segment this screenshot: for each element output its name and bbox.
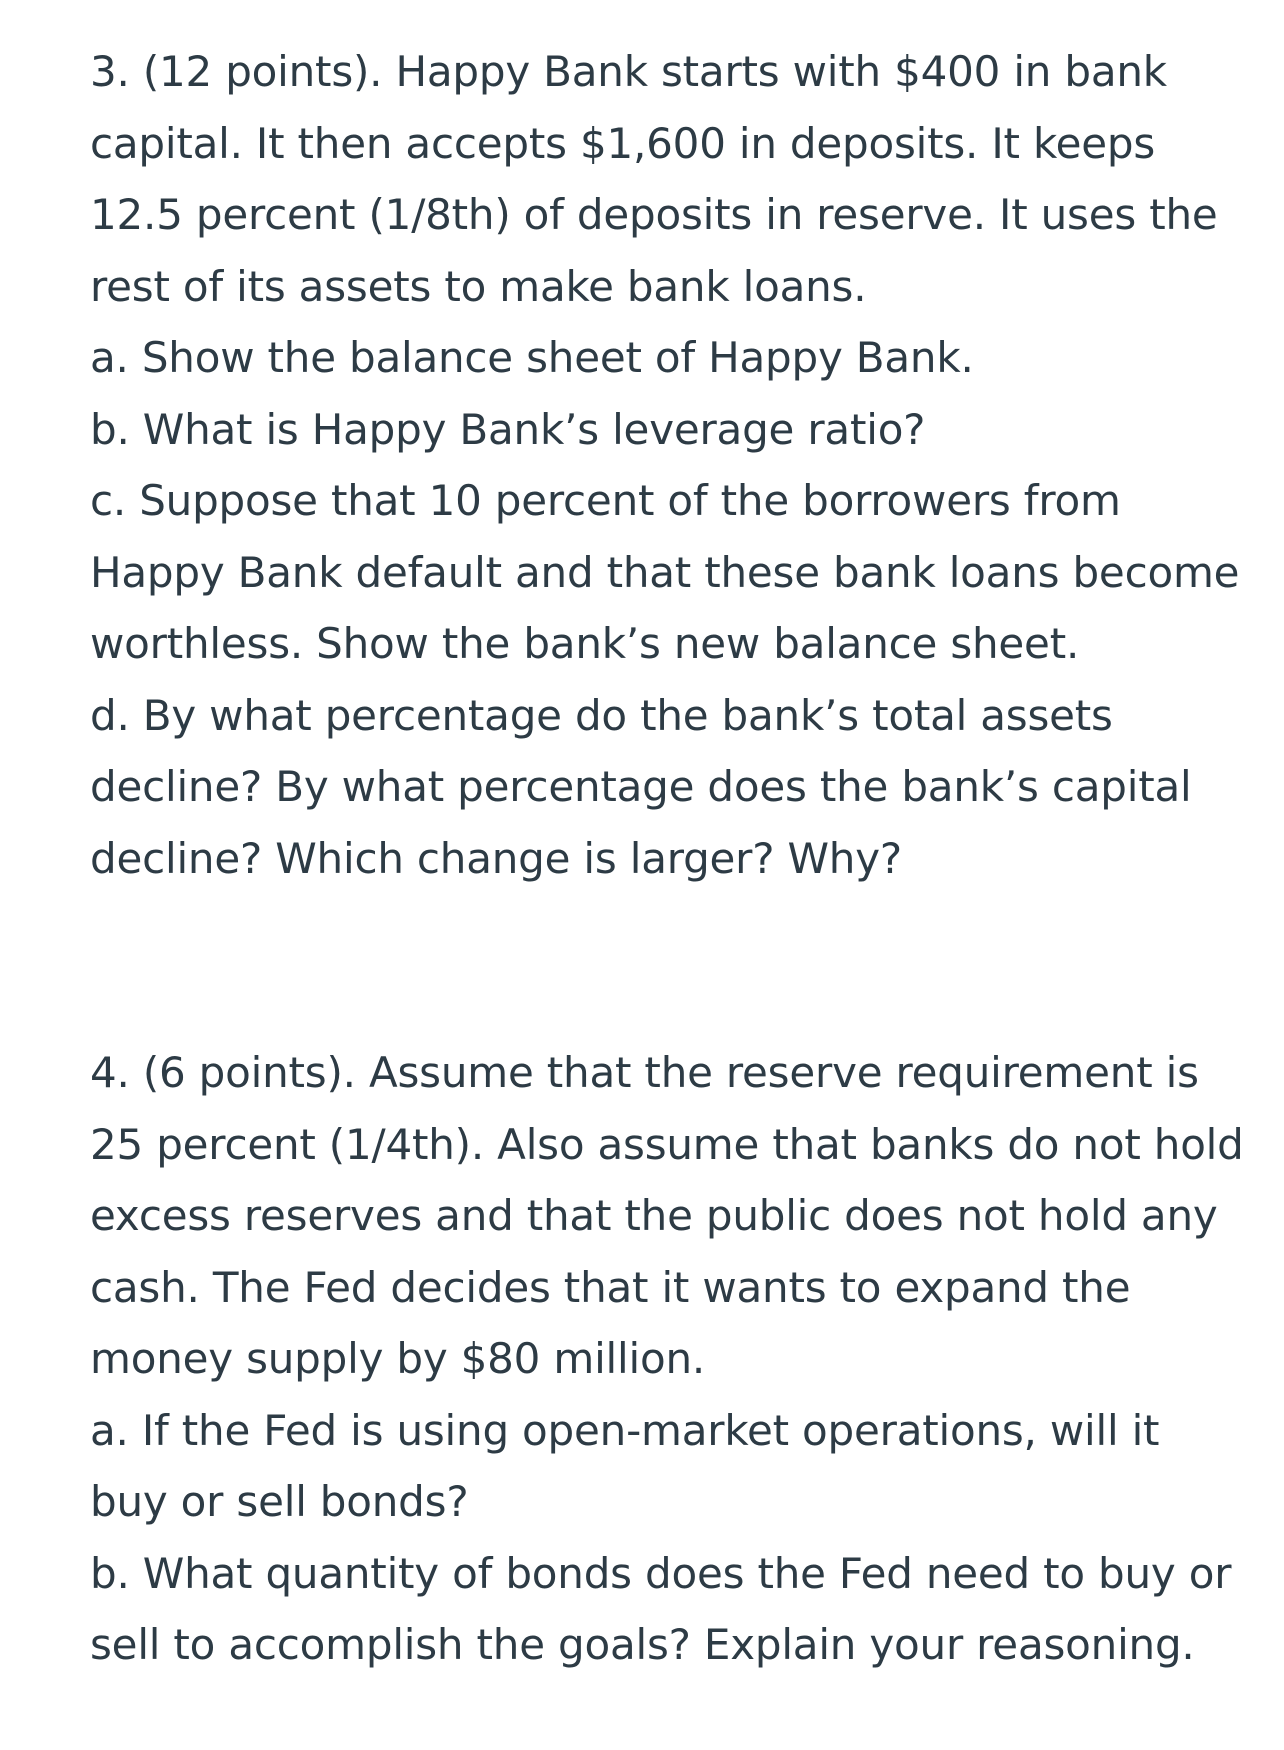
q3-part-d-line-1: d. By what percentage do the bank’s total assets	[90, 690, 1113, 740]
q4-line-4: cash. The Fed decides that it wants to expand the	[90, 1262, 1131, 1312]
q4-line-5: money supply by $80 million.	[90, 1334, 706, 1383]
q4-line-1-heading: 4. (6 points). Assume that the reserve requirement is	[90, 1048, 1199, 1097]
q3-line-1-heading: 3. (12 points). Happy Bank starts with $400 in bank	[90, 47, 1167, 96]
q3-line-3: 12.5 percent (1/8th) of deposits in reserve. It uses the	[90, 190, 1218, 239]
q3-part-c-line-3: worthless. Show the bank’s new balance sheet.	[90, 619, 1080, 668]
question-3	[90, 36, 1270, 894]
q4-part-b-line-2: sell to accomplish the goals? Explain your reasoning.	[90, 1620, 1195, 1669]
q4-part-b-line-1: b. What quantity of bonds does the Fed need to buy or	[90, 1548, 1232, 1598]
q3-part-a: a. Show the balance sheet of Happy Bank.	[90, 333, 974, 382]
q3-line-4: rest of its assets to make bank loans.	[90, 261, 867, 311]
q3-part-d-line-2: decline? By what percentage does the bank’s capital	[90, 762, 1192, 811]
question-4	[90, 1037, 1270, 1681]
q3-part-b: b. What is Happy Bank’s leverage ratio?	[90, 404, 926, 454]
q3-part-d-line-3: decline? Which change is larger? Why?	[90, 833, 902, 883]
q3-part-c-line-2: Happy Bank default and that these bank loans become	[90, 547, 1240, 597]
document-body	[90, 36, 1270, 1681]
q4-part-a-line-2: buy or sell bonds?	[90, 1477, 469, 1526]
q3-part-c-line-1: c. Suppose that 10 percent of the borrowers from	[90, 476, 1121, 525]
q4-part-a-line-1: a. If the Fed is using open-market operations, will it	[90, 1405, 1160, 1455]
section-spacer	[90, 894, 1270, 1037]
q3-line-2: capital. It then accepts $1,600 in deposits. It keeps	[90, 118, 1156, 168]
q4-line-2: 25 percent (1/4th). Also assume that banks do not hold	[90, 1119, 1244, 1169]
q4-line-3: excess reserves and that the public does not hold any	[90, 1191, 1218, 1240]
